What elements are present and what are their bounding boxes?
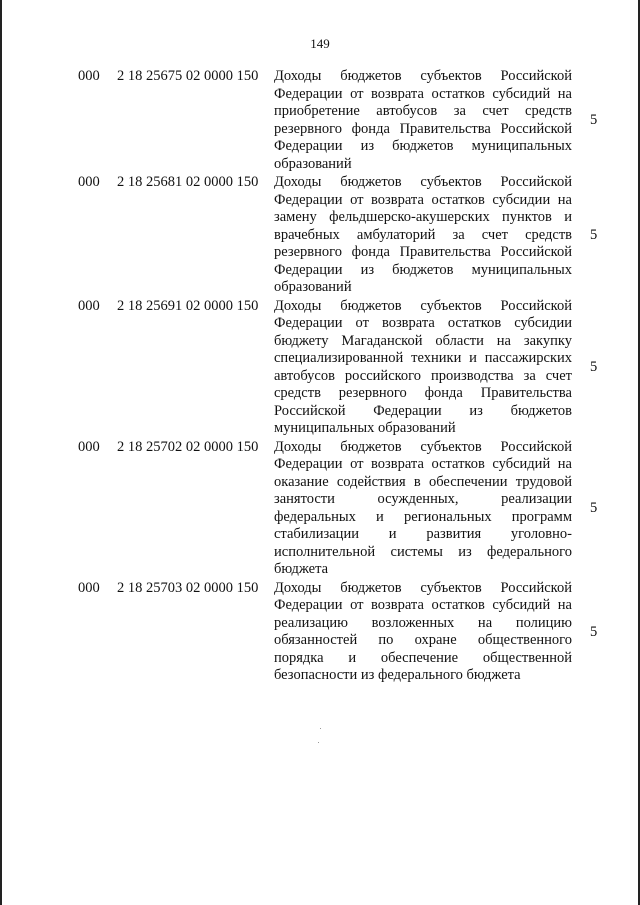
table-row <box>2 580 638 685</box>
scan-speck <box>320 728 321 729</box>
admin-code: 000 <box>78 438 100 455</box>
budget-classification-code: 2 18 25703 02 0000 150 <box>117 579 259 596</box>
amount-value: 5 <box>590 112 598 128</box>
table-row <box>2 68 638 173</box>
table-row <box>2 298 638 438</box>
income-description: Доходы бюджетов субъектов Российской Федерации от возврата остатков субсидий на реализацию возложенных на полицию обязанностей по охране общественного порядка и обеспечение общественной безопасности из федерального бюджета <box>274 579 572 683</box>
admin-code: 000 <box>78 68 100 84</box>
income-description: Доходы бюджетов субъектов Российской Федерации от возврата остатков субсидий на приобретение автобусов за счет средств резервного фонда Правительства Российской Федерации из бюджетов муниципальных образований <box>274 68 572 172</box>
income-description: Доходы бюджетов субъектов Российской Федерации от возврата остатков субсидии на замену фельдшерско-акушерских пунктов и врачебных амбулаторий за счет средств резервного фонда Правительства Российской Федерации из бюджетов муниципальных образований <box>274 174 572 295</box>
table-row <box>2 174 638 297</box>
budget-classification-code: 2 18 25681 02 0000 150 <box>117 174 259 190</box>
budget-code-table <box>2 68 638 686</box>
amount-value: 5 <box>590 359 598 375</box>
budget-classification-code: 2 18 25675 02 0000 150 <box>117 68 259 84</box>
budget-classification-code: 2 18 25691 02 0000 150 <box>117 297 259 314</box>
table-row <box>2 439 638 579</box>
amount-value: 5 <box>590 623 598 640</box>
income-description: Доходы бюджетов субъектов Российской Федерации от возврата остатков субсидий на оказание содействия в обеспечении трудовой занятости осужденных, реализации федеральных и региональных программ стабилизации и развития уголовно-исполнительной системы из федерального бюджета <box>274 438 572 577</box>
admin-code: 000 <box>78 174 100 190</box>
admin-code: 000 <box>78 579 100 596</box>
amount-value: 5 <box>590 500 598 516</box>
amount-value: 5 <box>590 226 598 243</box>
income-description: Доходы бюджетов субъектов Российской Федерации от возврата остатков субсидии бюджету Магаданской области на закупку специализированной техники и пассажирских автобусов российского производства за счет средств резервного фонда Правительства Российской Федерации из бюджетов муниципальных образований <box>274 297 572 436</box>
admin-code: 000 <box>78 297 100 314</box>
page-number: 149 <box>310 36 330 51</box>
budget-classification-code: 2 18 25702 02 0000 150 <box>117 438 259 455</box>
scan-speck <box>318 742 319 743</box>
